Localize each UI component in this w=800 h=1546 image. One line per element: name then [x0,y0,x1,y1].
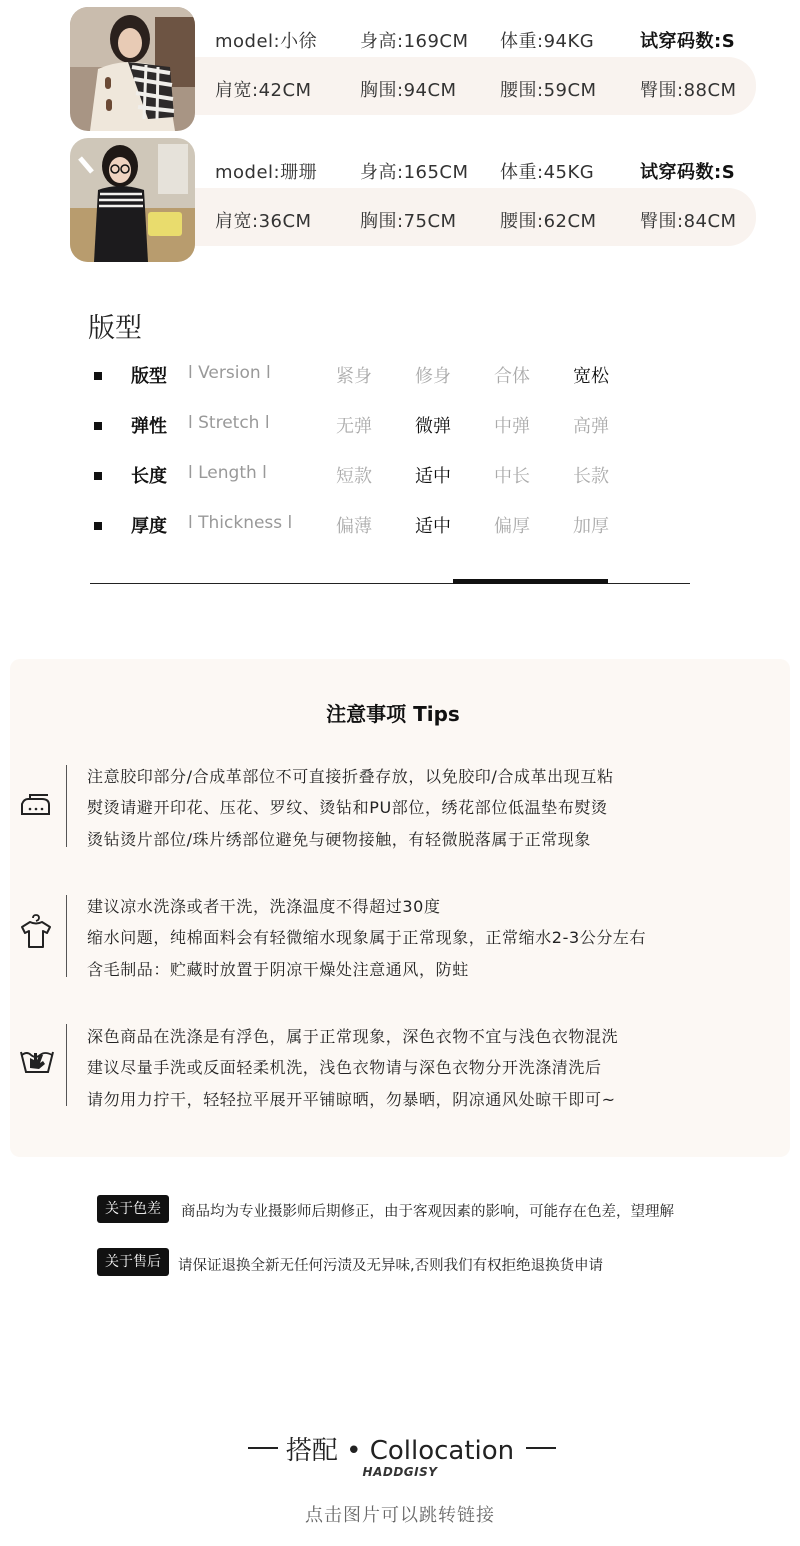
color-difference-note: 商品均为专业摄影师后期修正，由于客观因素的影响，可能存在色差，望理解 [181,1204,674,1220]
fit-option: 加厚 [573,516,609,537]
model-hip: 臀围:88CM [640,80,737,101]
brand-name: HADDGISY [362,1465,438,1479]
model-height: 身高:165CM [360,162,469,183]
fit-option: 长款 [573,466,609,487]
tip-text: 深色商品在洗涤是有浮色，属于正常现象，深色衣物不宜与浅色衣物混洗 [87,1027,619,1046]
hand-wash-icon [19,1041,55,1077]
after-sales-note: 请保证退换全新无任何污渍及无异味,否则我们有权拒绝退换货申请 [178,1258,604,1274]
model-bust: 胸围:75CM [360,211,457,232]
model-photo [70,138,195,262]
fit-label: 弹性 [131,416,167,437]
model-hip: 臀围:84CM [640,211,737,232]
fit-section-title: 版型 [88,313,142,344]
model-card-2 [70,138,760,262]
fit-option: 偏薄 [336,516,372,537]
square-bullet-icon [94,522,102,530]
after-sales-badge: 关于售后 [97,1248,169,1276]
square-bullet-icon [94,472,102,480]
tip-text: 含毛制品：贮藏时放置于阴凉干燥处注意通风，防蛀 [87,960,469,979]
tip-divider [66,1024,67,1106]
hanger-shirt-icon [17,914,53,950]
fit-row-version [94,362,654,392]
model-size: 试穿码数:S [640,31,736,52]
fit-label-en: l Thickness l [188,513,293,533]
title-dash-right [526,1447,556,1449]
fit-option: 短款 [336,466,372,487]
model-weight: 体重:94KG [500,31,595,52]
fit-option: 适中 [415,466,451,487]
tip-text: 注意胶印部分/合成革部位不可直接折叠存放，以免胶印/合成革出现互粘 [87,767,614,786]
model-shoulder: 肩宽:42CM [215,80,312,101]
fit-option: 适中 [415,516,451,537]
fit-option: 无弹 [336,416,372,437]
fit-option: 修身 [415,366,451,387]
model-name: model:小徐 [215,31,318,52]
tip-text: 烫钻烫片部位/珠片绣部位避免与硬物接触，有轻微脱落属于正常现象 [87,830,591,849]
model-weight: 体重:45KG [500,162,595,183]
fit-row-thickness [94,512,654,542]
model-height: 身高:169CM [360,31,469,52]
color-difference-badge: 关于色差 [97,1195,169,1223]
fit-option: 微弹 [415,416,451,437]
tip-text: 缩水问题，纯棉面料会有轻微缩水现象属于正常现象，正常缩水2-3公分左右 [87,928,647,947]
fit-label: 版型 [131,366,167,387]
tip-text: 请勿用力拧干，轻轻拉平展开平铺晾晒，勿暴晒，阴凉通风处晾干即可~ [87,1090,616,1109]
model-photo-image [70,7,195,131]
fit-divider-thumb [453,579,608,584]
tips-title: 注意事项 Tips [326,702,460,726]
fit-row-length [94,462,654,492]
model-bust: 胸围:94CM [360,80,457,101]
tip-text: 熨烫请避开印花、压花、罗纹、烫钻和PU部位，绣花部位低温垫布熨烫 [87,798,608,817]
fit-option: 合体 [494,366,530,387]
tip-text: 建议尽量手洗或反面轻柔机洗，浅色衣物请与深色衣物分开洗涤清洗后 [87,1058,602,1077]
tip-divider [66,895,67,977]
fit-label-en: l Version l [188,363,271,383]
tip-text: 建议凉水洗涤或者干洗，洗涤温度不得超过30度 [87,897,441,916]
model-photo [70,7,195,131]
fit-label-en: l Stretch l [188,413,270,433]
square-bullet-icon [94,422,102,430]
fit-label-en: l Length l [188,463,267,483]
model-waist: 腰围:59CM [500,80,597,101]
model-card-1 [70,7,760,131]
fit-option: 中长 [494,466,530,487]
fit-row-stretch [94,412,654,442]
collocation-title: 搭配 • Collocation [285,1436,515,1466]
fit-label: 厚度 [131,516,167,537]
fit-option: 偏厚 [494,516,530,537]
model-waist: 腰围:62CM [500,211,597,232]
tip-divider [66,765,67,847]
fit-option: 中弹 [494,416,530,437]
fit-option: 紧身 [336,366,372,387]
square-bullet-icon [94,372,102,380]
model-size: 试穿码数:S [640,162,736,183]
collocation-hint: 点击图片可以跳转链接 [305,1505,495,1526]
fit-option: 宽松 [573,366,609,387]
model-name: model:珊珊 [215,162,318,183]
model-photo-image [70,138,195,262]
iron-icon [18,787,54,823]
fit-label: 长度 [131,466,167,487]
fit-option: 高弹 [573,416,609,437]
model-shoulder: 肩宽:36CM [215,211,312,232]
